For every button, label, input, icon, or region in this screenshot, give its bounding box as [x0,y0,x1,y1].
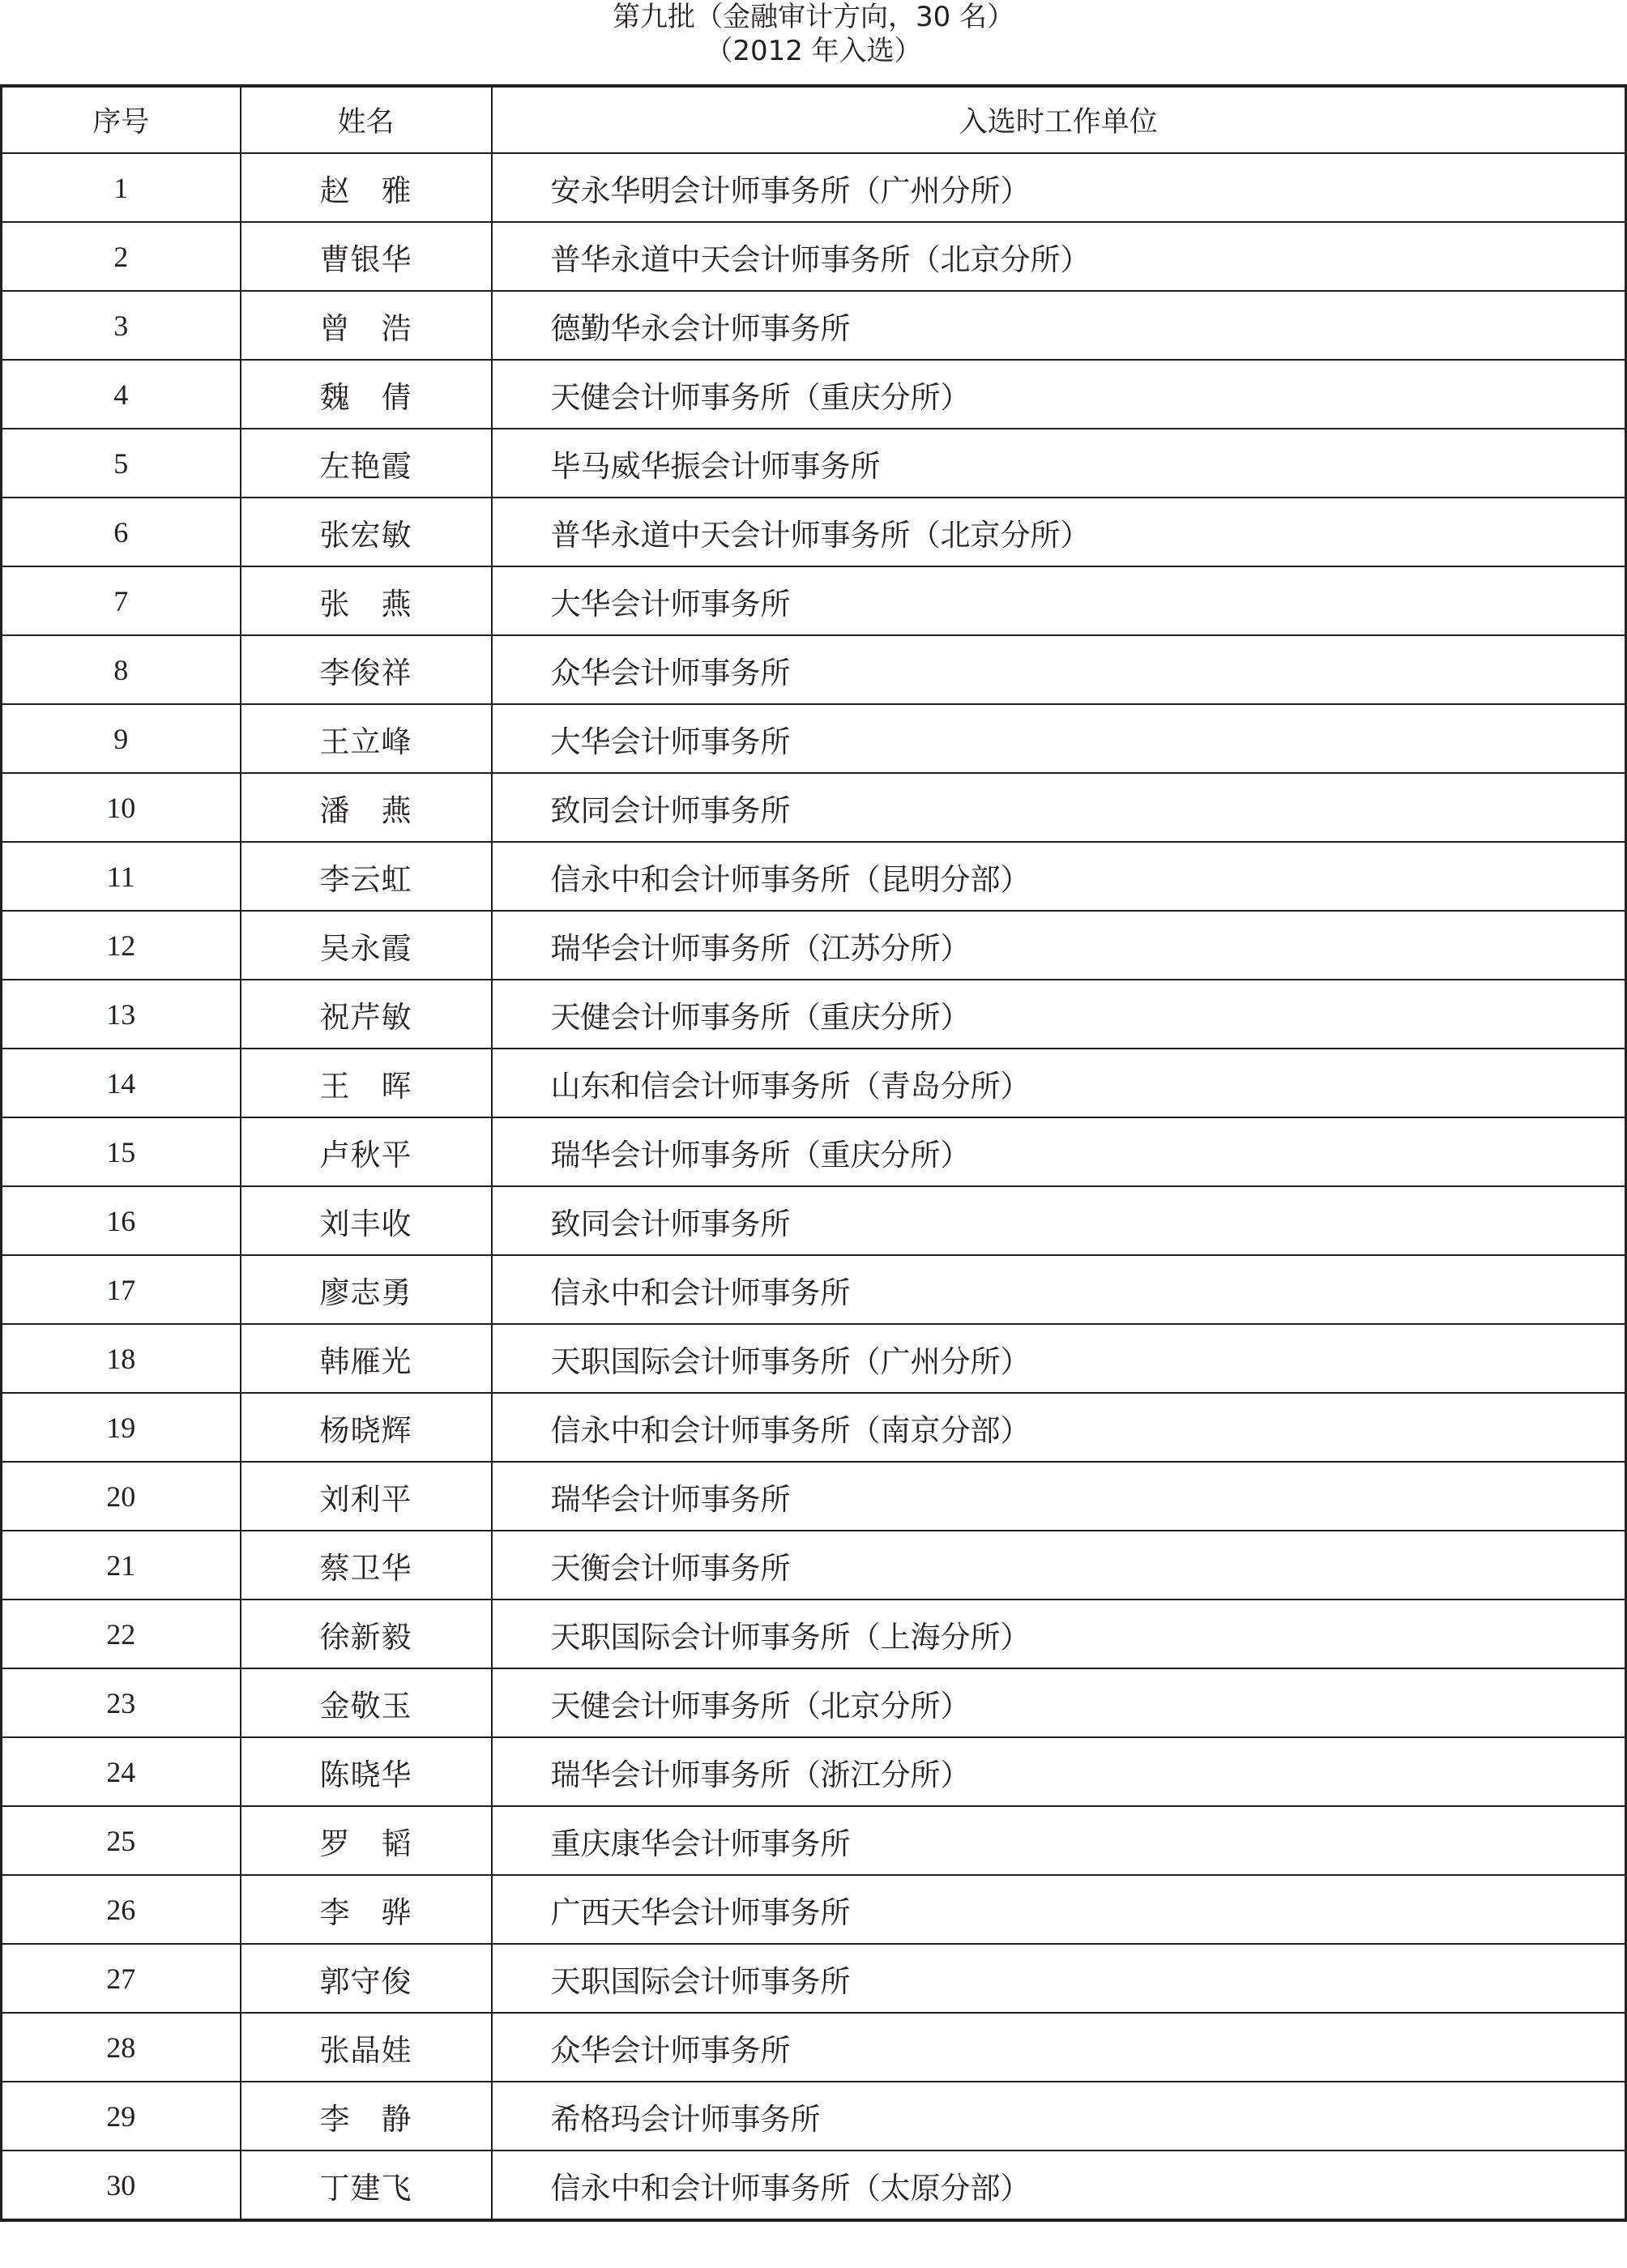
row-unit: 大华会计师事务所 [492,566,1626,635]
row-number: 11 [2,842,241,911]
row-name: 蔡卫华 [241,1531,492,1600]
row-unit: 德勤华永会计师事务所 [492,291,1626,360]
row-unit: 信永中和会计师事务所 [492,1255,1626,1324]
row-unit: 天健会计师事务所（重庆分所） [492,980,1626,1049]
row-unit: 天职国际会计师事务所 [492,1944,1626,2013]
table-row [2,635,1626,704]
row-unit: 瑞华会计师事务所（江苏分所） [492,911,1626,980]
table-row [2,1737,1626,1806]
row-number: 7 [2,566,241,635]
row-name: 潘 燕 [241,773,492,842]
table-body [2,153,1626,2220]
row-number: 6 [2,498,241,566]
table-row [2,773,1626,842]
row-name: 丁建飞 [241,2151,492,2220]
row-name: 李 静 [241,2082,492,2151]
table-row [2,222,1626,291]
row-name: 张 燕 [241,566,492,635]
row-number: 2 [2,222,241,291]
table-row [2,1255,1626,1324]
table-row [2,2151,1626,2220]
row-name: 廖志勇 [241,1255,492,1324]
row-number: 1 [2,153,241,222]
row-unit: 广西天华会计师事务所 [492,1875,1626,1944]
table-row [2,153,1626,222]
row-name: 李俊祥 [241,635,492,704]
table-row [2,1324,1626,1393]
row-unit: 致同会计师事务所 [492,1186,1626,1255]
table-row [2,1462,1626,1531]
row-number: 29 [2,2082,241,2151]
row-unit: 天衡会计师事务所 [492,1531,1626,1600]
row-unit: 致同会计师事务所 [492,773,1626,842]
title-line-1: 第九批（金融审计方向，30 名） [612,1,1015,33]
row-number: 30 [2,2151,241,2220]
table-row [2,1186,1626,1255]
row-unit: 天职国际会计师事务所（广州分所） [492,1324,1626,1393]
table-row [2,2013,1626,2082]
row-number: 12 [2,911,241,980]
row-number: 27 [2,1944,241,2013]
row-number: 3 [2,291,241,360]
row-unit: 普华永道中天会计师事务所（北京分所） [492,498,1626,566]
row-name: 祝芹敏 [241,980,492,1049]
row-number: 21 [2,1531,241,1600]
table-row [2,1806,1626,1875]
row-unit: 大华会计师事务所 [492,704,1626,773]
title-line-2: （2012 年入选） [705,35,922,67]
row-unit: 毕马威华振会计师事务所 [492,429,1626,498]
row-number: 23 [2,1668,241,1737]
row-name: 陈晓华 [241,1737,492,1806]
row-number: 4 [2,360,241,429]
row-number: 8 [2,635,241,704]
table-row [2,704,1626,773]
row-number: 10 [2,773,241,842]
row-name: 左艳霞 [241,429,492,498]
row-unit: 天健会计师事务所（北京分所） [492,1668,1626,1737]
row-unit: 山东和信会计师事务所（青岛分所） [492,1049,1626,1117]
table-row [2,566,1626,635]
table-row [2,1049,1626,1117]
row-number: 26 [2,1875,241,1944]
table-row [2,842,1626,911]
header-unit: 入选时工作单位 [492,86,1626,153]
row-name: 罗 韬 [241,1806,492,1875]
row-name: 徐新毅 [241,1600,492,1668]
table-title [0,0,1627,66]
row-number: 18 [2,1324,241,1393]
row-unit: 瑞华会计师事务所（重庆分所） [492,1117,1626,1186]
row-unit: 众华会计师事务所 [492,2013,1626,2082]
row-name: 刘丰收 [241,1186,492,1255]
table-row [2,498,1626,566]
row-number: 16 [2,1186,241,1255]
row-name: 金敬玉 [241,1668,492,1737]
table-row [2,1600,1626,1668]
table-row [2,911,1626,980]
table-row [2,980,1626,1049]
row-number: 14 [2,1049,241,1117]
row-name: 卢秋平 [241,1117,492,1186]
table-row [2,291,1626,360]
row-number: 24 [2,1737,241,1806]
row-number: 25 [2,1806,241,1875]
table-row [2,360,1626,429]
row-name: 李 骅 [241,1875,492,1944]
row-number: 17 [2,1255,241,1324]
row-unit: 瑞华会计师事务所（浙江分所） [492,1737,1626,1806]
table-row [2,1944,1626,2013]
header-row [2,86,1626,153]
row-unit: 重庆康华会计师事务所 [492,1806,1626,1875]
row-number: 28 [2,2013,241,2082]
row-name: 韩雁光 [241,1324,492,1393]
row-unit: 安永华明会计师事务所（广州分所） [492,153,1626,222]
table-row [2,2082,1626,2151]
table-row [2,1393,1626,1462]
row-unit: 天职国际会计师事务所（上海分所） [492,1600,1626,1668]
row-name: 曾 浩 [241,291,492,360]
table-row [2,1531,1626,1600]
row-name: 张晶娃 [241,2013,492,2082]
row-name: 杨晓辉 [241,1393,492,1462]
row-name: 王 晖 [241,1049,492,1117]
row-number: 15 [2,1117,241,1186]
row-name: 郭守俊 [241,1944,492,2013]
row-name: 赵 雅 [241,153,492,222]
row-name: 刘利平 [241,1462,492,1531]
row-number: 9 [2,704,241,773]
row-name: 魏 倩 [241,360,492,429]
row-unit: 普华永道中天会计师事务所（北京分所） [492,222,1626,291]
row-name: 王立峰 [241,704,492,773]
header-name: 姓名 [241,86,492,153]
table-row [2,1875,1626,1944]
row-unit: 信永中和会计师事务所（南京分部） [492,1393,1626,1462]
row-name: 曹银华 [241,222,492,291]
row-name: 李云虹 [241,842,492,911]
row-name: 张宏敏 [241,498,492,566]
row-unit: 瑞华会计师事务所 [492,1462,1626,1531]
row-unit: 天健会计师事务所（重庆分所） [492,360,1626,429]
row-unit: 信永中和会计师事务所（昆明分部） [492,842,1626,911]
table-row [2,429,1626,498]
row-unit: 众华会计师事务所 [492,635,1626,704]
table-row [2,1117,1626,1186]
row-unit: 希格玛会计师事务所 [492,2082,1626,2151]
row-number: 5 [2,429,241,498]
header-number: 序号 [2,86,241,153]
row-number: 22 [2,1600,241,1668]
table-row [2,1668,1626,1737]
row-unit: 信永中和会计师事务所（太原分部） [492,2151,1626,2220]
row-name: 吴永霞 [241,911,492,980]
row-number: 19 [2,1393,241,1462]
row-number: 20 [2,1462,241,1531]
selection-table [0,84,1627,2222]
row-number: 13 [2,980,241,1049]
